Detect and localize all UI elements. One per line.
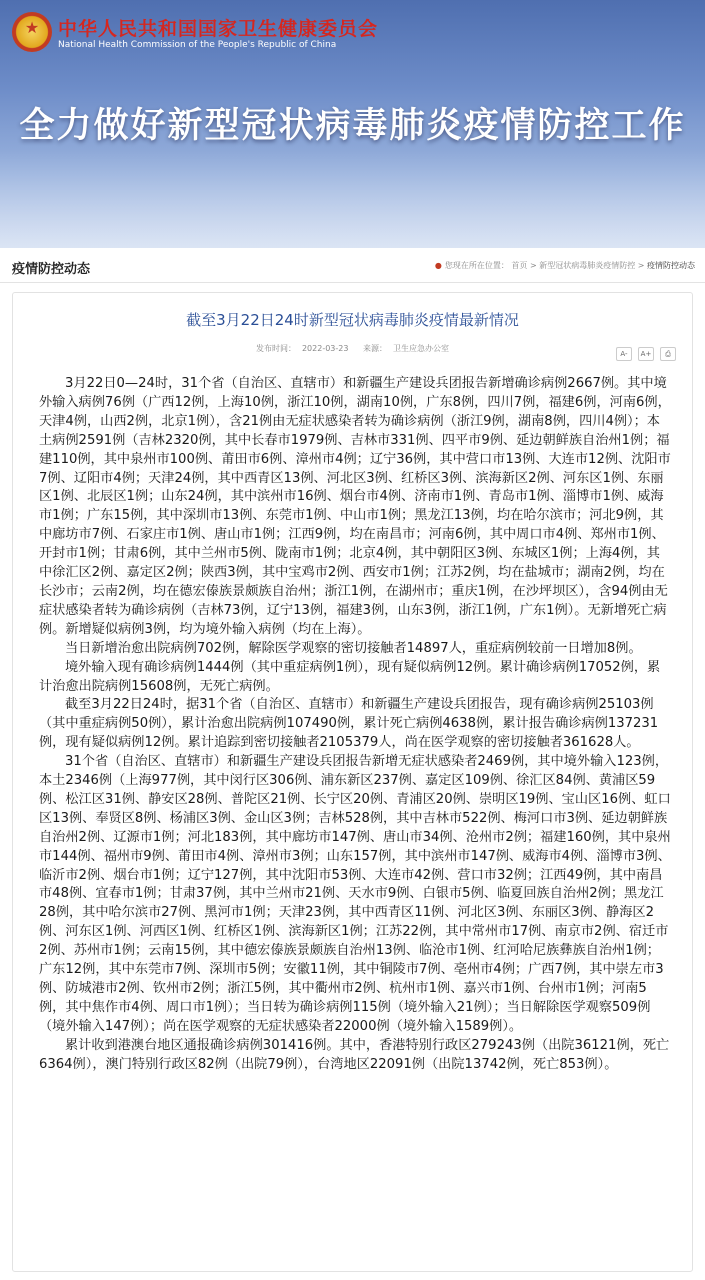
article-panel [12, 292, 693, 1272]
paragraph-new-cases: 3月22日0—24时，31个省（自治区、直辖市）和新疆生产建设兵团报告新增确诊病例2667例。其中境外输入病例76例（广西12例，上海10例，浙江10例，湖南10例，广东8例，四川7例，福建6例，河南6例，天津4例，山西2例，北京1例），含21例由无症状感染者转为确诊病例（浙江9例，湖南8例，四川4例）；本土病例2591例（吉林2320例，其中长春市1979例、吉林市331例、四平市9例、延边朝鲜族自治州1例；福建110例，其中泉州市100例、莆田市6例、漳州市4例；辽宁36例，其中营口市13例、大连市12例、沈阳市7例、辽阳市4例；天津24例，其中西青区13例、河北区3例、红桥区3例、滨海新区2例、河东区1例、东丽区1例、北辰区1例；山东24例，其中滨州市16例、烟台市4例、济南市1例、青岛市1例、淄博市1例、威海市1例；广东15例，其中深圳市13例、东莞市1例、中山市1例；黑龙江13例，均在哈尔滨市；河北9例，其中廊坊市7例、石家庄市1例、唐山市1例；江西9例，均在南昌市；河南6例，其中周口市4例、郑州市1例、开封市1例；甘肃6例，其中兰州市5例、陇南市1例；北京4例，其中朝阳区3例、东城区1例；上海4例，其中徐汇区2例、嘉定区2例；陕西3例，其中宝鸡市2例、西安市1例；江苏2例，均在盐城市；湖南2例，均在长沙市；云南2例，均在德宏傣族景颇族自治州；浙江1例，在湖州市；重庆1例，在沙坪坝区），含94例由无症状感染者转为确诊病例（吉林73例，辽宁13例，福建3例，山东3例，浙江1例，广东1例）。无新增死亡病例。新增疑似病例3例，均为境外输入病例（均在上海）。 [39, 376, 671, 637]
font-increase-button[interactable]: A+ [638, 347, 654, 361]
source-info [360, 344, 452, 353]
font-decrease-button[interactable]: A- [616, 347, 632, 361]
star-icon: ★ [24, 18, 40, 37]
breadcrumb-separator: > [529, 261, 537, 270]
org-name-cn[interactable]: 中华人民共和国国家卫生健康委员会 [58, 18, 379, 40]
paragraph-hk-macao-taiwan: 累计收到港澳台地区通报确诊病例301416例。其中，香港特别行政区279243例（出院36121例，死亡6364例），澳门特别行政区82例（出院79例），台湾地区22091例（出院13742例，死亡853例）。 [39, 1037, 670, 1072]
national-emblem-icon[interactable] [12, 12, 52, 52]
source-label: 来源： [363, 344, 388, 353]
publish-label: 发布时间： [255, 344, 296, 353]
section-label: 疫情防控动态 [12, 262, 91, 277]
header-banner [0, 0, 705, 248]
article-meta [13, 343, 692, 354]
breadcrumb-home[interactable]: 首页 [511, 261, 528, 270]
breadcrumb-bar [0, 248, 705, 283]
source-name: 卫生应急办公室 [393, 344, 450, 353]
print-icon[interactable]: ⎙ [660, 347, 676, 361]
article-tools [610, 341, 676, 361]
breadcrumb-covid-prevention[interactable]: 新型冠状病毒肺炎疫情防控 [539, 261, 636, 270]
location-prefix: 您现在所在位置： [444, 261, 509, 270]
breadcrumb-current[interactable]: 疫情防控动态 [647, 261, 695, 270]
banner-title: 全力做好新型冠状病毒肺炎疫情防控工作 [19, 106, 686, 146]
paragraph-asymptomatic: 31个省（自治区、直辖市）和新疆生产建设兵团报告新增无症状感染者2469例，其中境外输入123例，本土2346例（上海977例，其中闵行区306例、浦东新区237例、嘉定区109例、徐汇区84例、黄浦区59例、松江区31例、静安区28例、普陀区21例、长宁区20例、青浦区20例、崇明区19例、宝山区16例、虹口区13例、奉贤区8例、杨浦区3例、金山区3例；吉林528例，其中吉林市522例、梅河口市3例、延边朝鲜族自治州2例、辽源市1例；河北183例，其中廊坊市147例、唐山市34例、沧州市2例；福建160例，其中泉州市144例、福州市9例、莆田市4例、漳州市3例；山东157例，其中滨州市147例、威海市4例、淄博市3例、临沂市2例、烟台市1例；辽宁127例，其中沈阳市53例、大连市42例、营口市32例；江西49例，其中南昌市48例、宜春市1例；甘肃37例，其中兰州市21例、天水市9例、白银市5例、临夏回族自治州2例；黑龙江28例，其中哈尔滨市27例、黑河市1例；天津23例，其中西青区11例、河北区3例、东丽区3例、静海区2例、河东区1例、河西区1例、红桥区1例、滨海新区1例；江苏22例，其中常州市17例、南京市2例、宿迁市2例、苏州市1例；云南15例，其中德宏傣族景颇族自治州13例、临沧市1例、红河哈尼族彝族自治州1例；广东12例，其中东莞市7例、深圳市5例；安徽11例，其中铜陵市7例、亳州市4例；广西7例，其中崇左市3例、防城港市2例、钦州市2例；浙江5例，其中衢州市2例、杭州市1例、嘉兴市1例、台州市1例；河南5例，其中焦作市4例、周口市1例）；当日转为确诊病例115例（境外输入21例）；当日解除医学观察509例（境外输入147例）；尚在医学观察的无症状感染者22000例（境外输入1589例）。 [39, 754, 671, 1034]
article-body [39, 375, 673, 1075]
article-title: 截至3月22日24时新型冠状病毒肺炎疫情最新情况 [186, 311, 519, 329]
breadcrumb-separator: > [637, 261, 645, 270]
publish-date: 2022-03-23 [301, 344, 349, 353]
paragraph-cumulative: 截至3月22日24时，据31个省（自治区、直辖市）和新疆生产建设兵团报告，现有确诊病例25103例（其中重症病例50例），累计治愈出院病例107490例，累计死亡病例4638例，累计报告确诊病例137231例，现有疑似病例12例。累计追踪到密切接触者2105379人，尚在医学观察的密切接触者361628人。 [39, 697, 659, 751]
org-name-en: National Health Commission of the People's Republic of China [58, 40, 337, 50]
breadcrumb [435, 260, 695, 271]
paragraph-recoveries: 当日新增治愈出院病例702例，解除医学观察的密切接触者14897人，重症病例较前一日增加8例。 [65, 640, 642, 656]
paragraph-imported: 境外输入现有确诊病例1444例（其中重症病例1例），现有疑似病例12例。累计确诊病例17052例，累计治愈出院病例15608例，无死亡病例。 [39, 659, 661, 694]
banner-background [0, 150, 705, 248]
publish-info [253, 344, 352, 353]
location-pin-icon: ● [434, 261, 442, 270]
